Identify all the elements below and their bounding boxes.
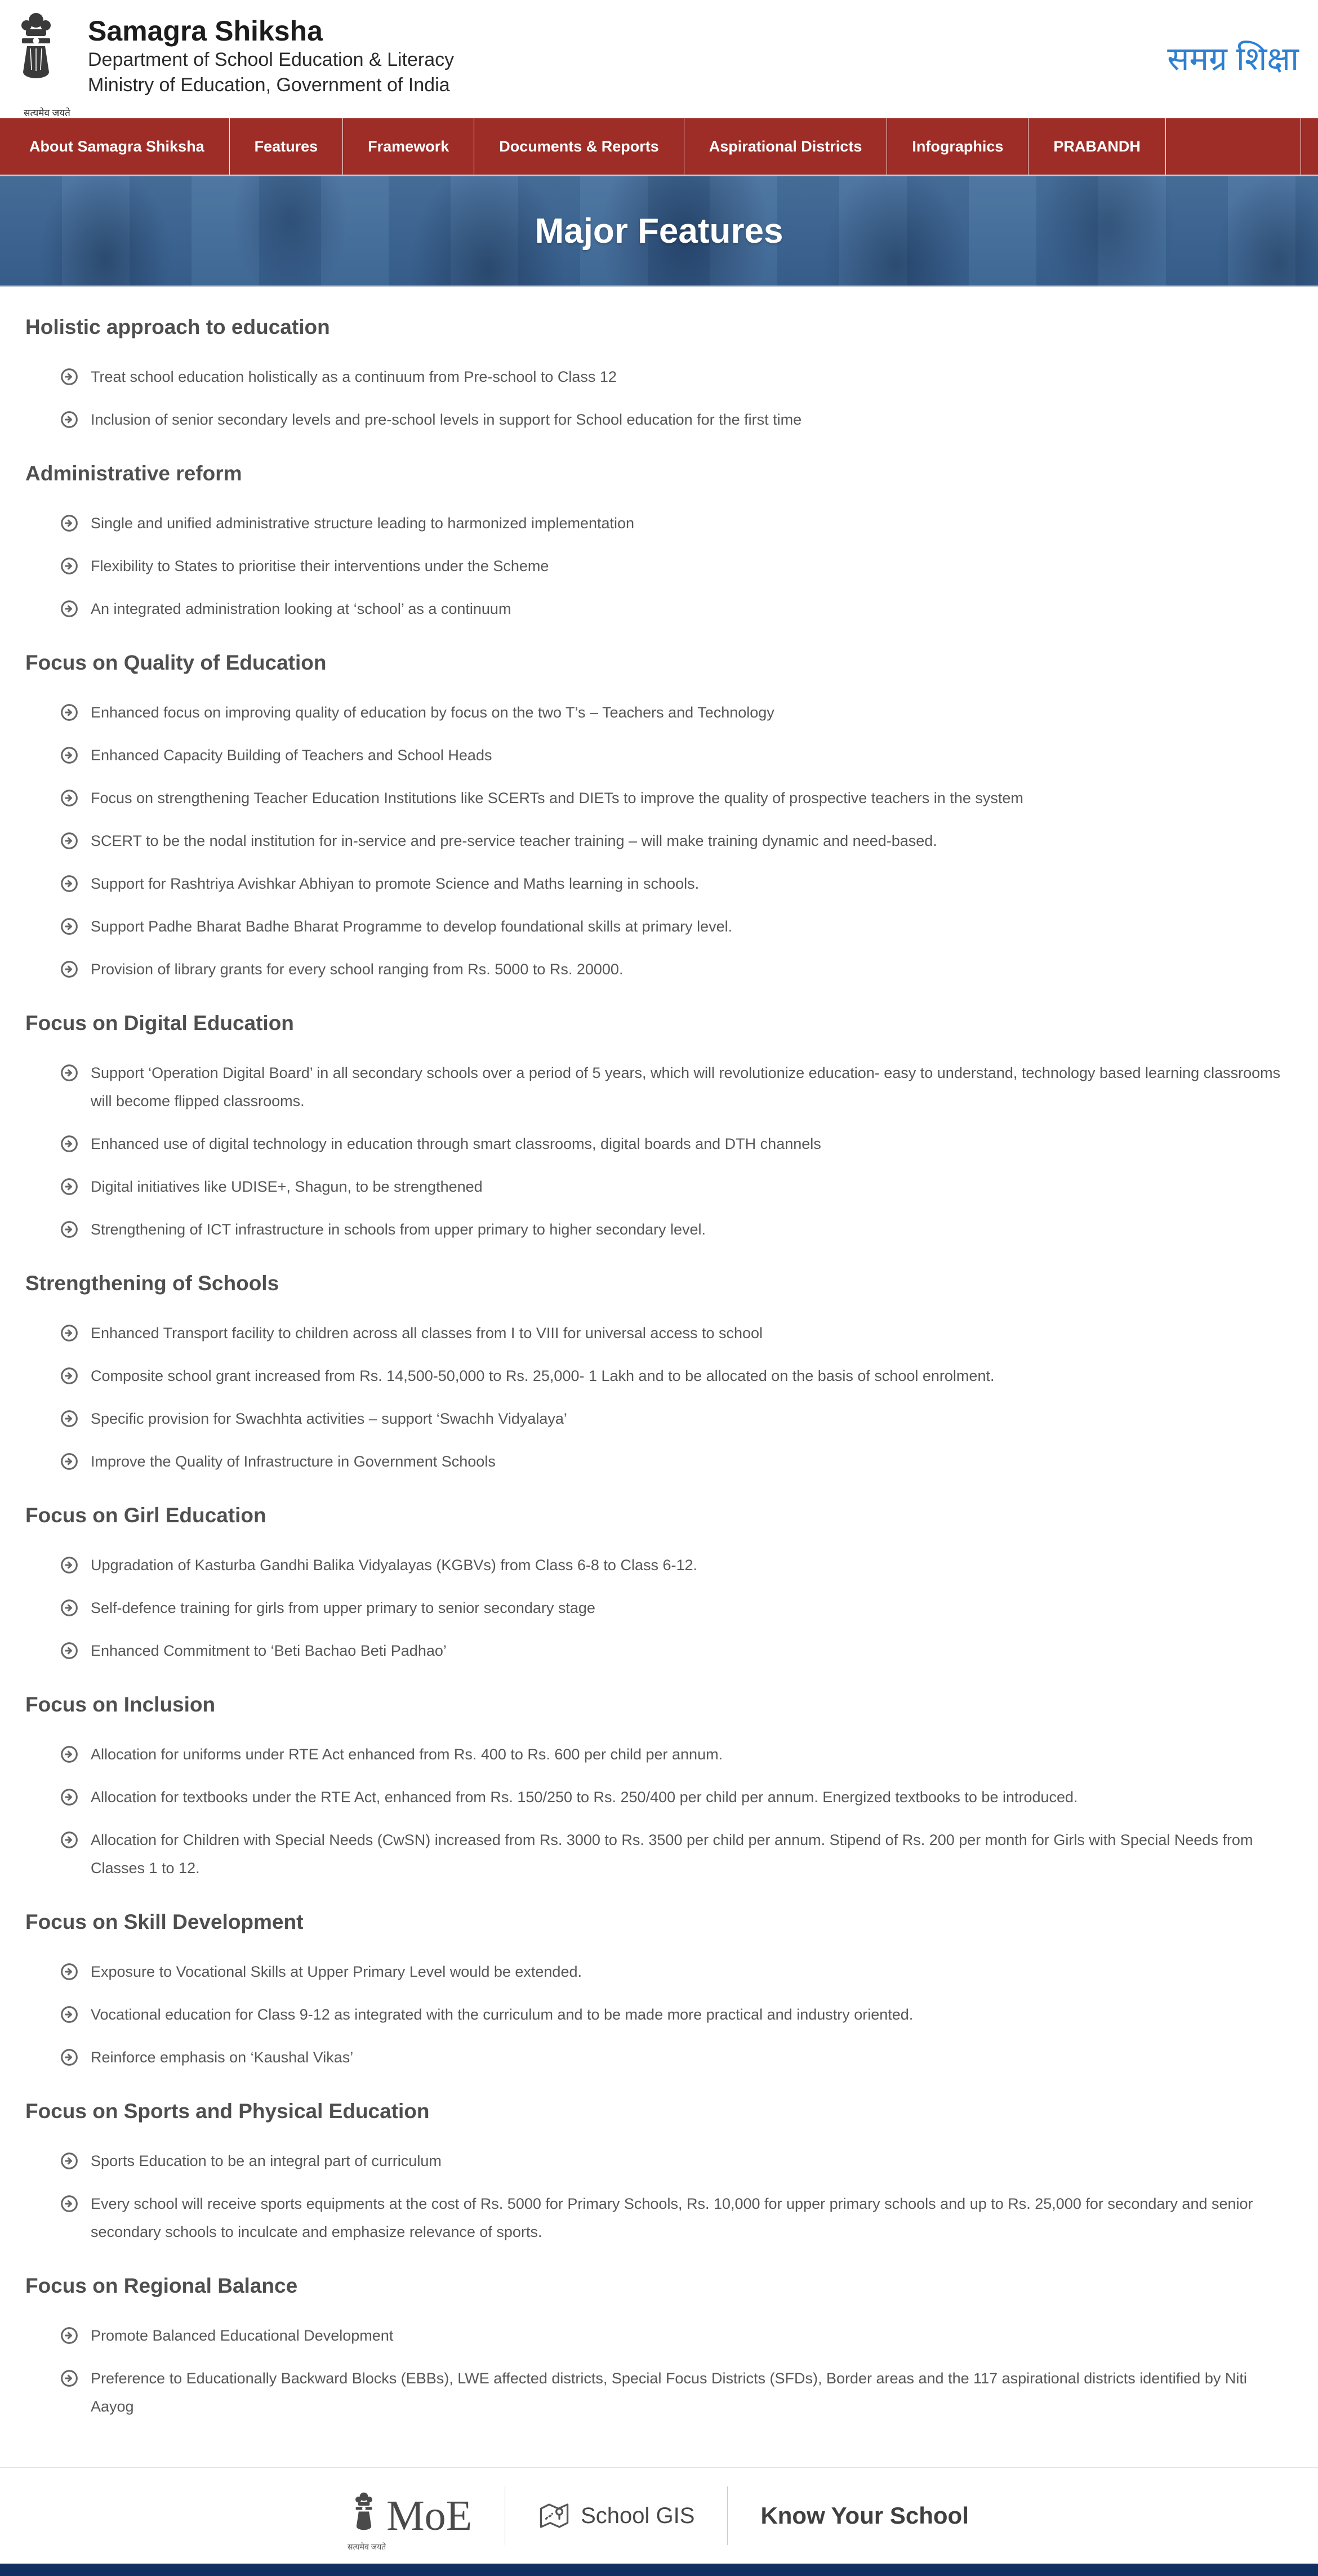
section-focus-on-sports-and-physical-education <box>25 2100 1293 2246</box>
bullet-item <box>25 1173 1293 1201</box>
bullet-item <box>25 955 1293 983</box>
bottom-bar <box>0 2564 1318 2576</box>
arrow-circle-right-icon <box>60 1367 78 1385</box>
site-title-hindi: समग्र शिक्षा <box>1167 41 1299 77</box>
nav-item-about-samagra-shiksha[interactable]: About Samagra Shiksha <box>0 118 230 175</box>
bullet-text: Support for Rashtriya Avishkar Abhiyan to promote Science and Maths learning in schools. <box>91 875 700 892</box>
map-icon <box>538 2499 571 2532</box>
bullet-item <box>25 2043 1293 2071</box>
bullet-item <box>25 1059 1293 1115</box>
bullet-text: Enhanced Commitment to ‘Beti Bachao Beti Padhao’ <box>91 1642 447 1659</box>
bullet-item <box>25 1447 1293 1476</box>
site-subtitle-line2: Ministry of Education, Government of India <box>88 74 450 96</box>
page-banner <box>0 175 1318 287</box>
moe-label: MoE <box>386 2492 473 2539</box>
section-focus-on-girl-education <box>25 1504 1293 1665</box>
bullet-item <box>25 509 1293 537</box>
arrow-circle-right-icon <box>60 1556 78 1574</box>
main-navbar <box>0 118 1318 175</box>
bullet-item <box>25 1783 1293 1811</box>
bullet-text: Enhanced Transport facility to children across all classes from I to VIII for universal access to school <box>91 1325 763 1342</box>
nav-item-documents-reports[interactable]: Documents & Reports <box>474 118 684 175</box>
bullet-item <box>25 912 1293 941</box>
bullet-text: Treat school education holistically as a continuum from Pre-school to Class 12 <box>91 368 617 385</box>
bullet-text: Focus on strengthening Teacher Education Institutions like SCERTs and DIETs to improve the quality of prospective teachers in the system <box>91 790 1023 806</box>
arrow-circle-right-icon <box>60 1410 78 1428</box>
bullet-text: Promote Balanced Educational Development <box>91 2327 394 2344</box>
section-focus-on-quality-of-education <box>25 651 1293 983</box>
bullet-text: Provision of library grants for every school ranging from Rs. 5000 to Rs. 20000. <box>91 961 624 978</box>
national-emblem-icon <box>18 11 70 118</box>
section-administrative-reform <box>25 462 1293 623</box>
bullet-text: Specific provision for Swachhta activities – support ‘Swachh Vidyalaya’ <box>91 1410 567 1427</box>
bullet-text: An integrated administration looking at ‘school’ as a continuum <box>91 600 511 617</box>
bullet-item <box>25 1362 1293 1390</box>
arrow-circle-right-icon <box>60 557 78 575</box>
arrow-circle-right-icon <box>60 875 78 893</box>
bullet-text: Enhanced Capacity Building of Teachers and School Heads <box>91 747 492 764</box>
arrow-circle-right-icon <box>60 1324 78 1342</box>
bullet-text: Composite school grant increased from Rs. 14,500-50,000 to Rs. 25,000- 1 Lakh and to be allocated on the basis of school enrolment. <box>91 1367 995 1384</box>
bullet-text: Allocation for uniforms under RTE Act enhanced from Rs. 400 to Rs. 600 per child per annum. <box>91 1746 723 1763</box>
bullet-item <box>25 1740 1293 1768</box>
nav-item-aspirational-districts[interactable]: Aspirational Districts <box>684 118 888 175</box>
arrow-circle-right-icon <box>60 1135 78 1153</box>
bullet-text: Allocation for textbooks under the RTE Act, enhanced from Rs. 150/250 to Rs. 250/400 per child per annum. Energized textbooks to be introduced. <box>91 1789 1078 1806</box>
bullet-item <box>25 2190 1293 2246</box>
bullet-item <box>25 1958 1293 1986</box>
bullet-item <box>25 405 1293 434</box>
bullet-text: Improve the Quality of Infrastructure in Government Schools <box>91 1453 496 1470</box>
bullet-text: Enhanced use of digital technology in education through smart classrooms, digital boards and DTH channels <box>91 1135 821 1152</box>
arrow-circle-right-icon <box>60 1220 78 1238</box>
bullet-text: Inclusion of senior secondary levels and pre-school levels in support for School education for the first time <box>91 411 802 428</box>
arrow-circle-right-icon <box>60 1599 78 1617</box>
arrow-circle-right-icon <box>60 1178 78 1196</box>
section-focus-on-inclusion <box>25 1693 1293 1882</box>
bullet-item <box>25 698 1293 727</box>
arrow-circle-right-icon <box>60 2327 78 2345</box>
bullet-item <box>25 2364 1293 2421</box>
bullet-text: Preference to Educationally Backward Blocks (EBBs), LWE affected districts, Special Focus Districts (SFDs), Border areas and the 117 aspirational districts identified by Niti Aayog <box>91 2370 1247 2415</box>
bullet-text: Self-defence training for girls from upper primary to senior secondary stage <box>91 1599 595 1616</box>
arrow-circle-right-icon <box>60 2152 78 2170</box>
section-heading: Focus on Quality of Education <box>25 651 327 674</box>
section-focus-on-regional-balance <box>25 2274 1293 2421</box>
bullet-text: Sports Education to be an integral part of curriculum <box>91 2152 442 2169</box>
section-heading: Focus on Regional Balance <box>25 2274 298 2297</box>
bullet-text: Vocational education for Class 9-12 as integrated with the curriculum and to be made more practical and industry oriented. <box>91 2006 914 2023</box>
bullet-item <box>25 1551 1293 1579</box>
section-heading: Holistic approach to education <box>25 315 330 338</box>
bullet-item <box>25 2321 1293 2350</box>
nav-item-prabandh[interactable]: PRABANDH <box>1028 118 1166 175</box>
school-gis-label: School GIS <box>581 2503 695 2528</box>
site-header <box>0 0 1318 118</box>
arrow-circle-right-icon <box>60 2369 78 2387</box>
arrow-circle-right-icon <box>60 789 78 807</box>
moe-emblem-caption: सत्यमेव जयते <box>348 2542 386 2551</box>
emblem-caption: सत्यमेव जयते <box>24 108 70 118</box>
nav-endcap <box>1301 118 1318 175</box>
bullet-item <box>25 2147 1293 2175</box>
bullet-item <box>25 1594 1293 1622</box>
content <box>0 287 1318 2441</box>
bullet-text: Strengthening of ICT infrastructure in schools from upper primary to higher secondary level. <box>91 1221 706 1238</box>
arrow-circle-right-icon <box>60 2195 78 2213</box>
nav-item-framework[interactable]: Framework <box>343 118 474 175</box>
bullet-text: SCERT to be the nodal institution for in-service and pre-service teacher training – will make training dynamic and need-based. <box>91 832 937 849</box>
moe-emblem-icon <box>348 2492 386 2551</box>
arrow-circle-right-icon <box>60 514 78 532</box>
site-subtitle-line1: Department of School Education & Literacy <box>88 49 455 70</box>
arrow-circle-right-icon <box>60 368 78 386</box>
nav-spacer <box>1166 118 1301 175</box>
moe-logo-link[interactable] <box>317 2492 505 2551</box>
bullet-item <box>25 2000 1293 2029</box>
header-text-block <box>88 15 454 98</box>
section-heading: Focus on Digital Education <box>25 1011 294 1035</box>
section-heading: Strengthening of Schools <box>25 1272 279 1295</box>
arrow-circle-right-icon <box>60 1963 78 1981</box>
nav-item-infographics[interactable]: Infographics <box>887 118 1028 175</box>
arrow-circle-right-icon <box>60 746 78 764</box>
know-your-school-label: Know Your School <box>760 2502 969 2529</box>
arrow-circle-right-icon <box>60 1745 78 1763</box>
know-your-school-link[interactable] <box>728 2502 1001 2529</box>
bullet-item <box>25 1637 1293 1665</box>
bullet-text: Exposure to Vocational Skills at Upper Primary Level would be extended. <box>91 1963 582 1980</box>
section-heading: Focus on Inclusion <box>25 1693 216 1716</box>
arrow-circle-right-icon <box>60 960 78 978</box>
bullet-item <box>25 1215 1293 1244</box>
bullet-item <box>25 1405 1293 1433</box>
section-heading: Administrative reform <box>25 462 242 485</box>
arrow-circle-right-icon <box>60 1831 78 1849</box>
section-strengthening-of-schools <box>25 1272 1293 1476</box>
arrow-circle-right-icon <box>60 703 78 721</box>
section-heading: Focus on Skill Development <box>25 1910 304 1933</box>
bullet-text: Support Padhe Bharat Badhe Bharat Programme to develop foundational skills at primary level. <box>91 918 733 935</box>
footer <box>0 2468 1318 2564</box>
school-gis-link[interactable] <box>505 2499 727 2532</box>
bullet-item <box>25 870 1293 898</box>
nav-item-features[interactable]: Features <box>230 118 344 175</box>
section-holistic-approach-to-education <box>25 315 1293 434</box>
bullet-text: Flexibility to States to prioritise their interventions under the Scheme <box>91 558 549 574</box>
bullet-item <box>25 552 1293 580</box>
arrow-circle-right-icon <box>60 1452 78 1470</box>
arrow-circle-right-icon <box>60 600 78 618</box>
bullet-text: Every school will receive sports equipments at the cost of Rs. 5000 for Primary Schools, Rs. 10,000 for upper primary schools and up to Rs. 25,000 for secondary and senior secondary schools to inculcate and emphasize relevance of sports. <box>91 2195 1253 2240</box>
arrow-circle-right-icon <box>60 832 78 850</box>
section-focus-on-skill-development <box>25 1910 1293 2071</box>
page-title: Major Features <box>535 211 783 251</box>
bullet-text: Allocation for Children with Special Needs (CwSN) increased from Rs. 3000 to Rs. 3500 per child per annum. Stipend of Rs. 200 per month for Girls with Special Needs from Classes 1 to 12. <box>91 1831 1253 1877</box>
bullet-item <box>25 741 1293 769</box>
section-focus-on-digital-education <box>25 1011 1293 1244</box>
bullet-text: Reinforce emphasis on ‘Kaushal Vikas’ <box>91 2049 354 2066</box>
bullet-text: Support ‘Operation Digital Board’ in all secondary schools over a period of 5 years, which will revolutionize education- easy to understand, technology based learning classrooms will become flipped classrooms. <box>91 1064 1281 1109</box>
arrow-circle-right-icon <box>60 1642 78 1660</box>
arrow-circle-right-icon <box>60 2005 78 2024</box>
site-title: Samagra Shiksha <box>88 15 323 47</box>
bullet-item <box>25 784 1293 812</box>
bullet-item <box>25 1826 1293 1882</box>
section-heading: Focus on Girl Education <box>25 1504 266 1527</box>
bullet-text: Single and unified administrative structure leading to harmonized implementation <box>91 515 635 532</box>
arrow-circle-right-icon <box>60 2048 78 2066</box>
section-heading: Focus on Sports and Physical Education <box>25 2100 430 2123</box>
arrow-circle-right-icon <box>60 1788 78 1806</box>
bullet-text: Digital initiatives like UDISE+, Shagun, to be strengthened <box>91 1178 483 1195</box>
bullet-text: Upgradation of Kasturba Gandhi Balika Vidyalayas (KGBVs) from Class 6-8 to Class 6-12. <box>91 1557 698 1574</box>
bullet-item <box>25 1130 1293 1158</box>
bullet-item <box>25 363 1293 391</box>
arrow-circle-right-icon <box>60 411 78 429</box>
bullet-item <box>25 1319 1293 1347</box>
bullet-item <box>25 595 1293 623</box>
arrow-circle-right-icon <box>60 1064 78 1082</box>
arrow-circle-right-icon <box>60 917 78 935</box>
bullet-text: Enhanced focus on improving quality of education by focus on the two T’s – Teachers and Technology <box>91 704 774 721</box>
bullet-item <box>25 827 1293 855</box>
